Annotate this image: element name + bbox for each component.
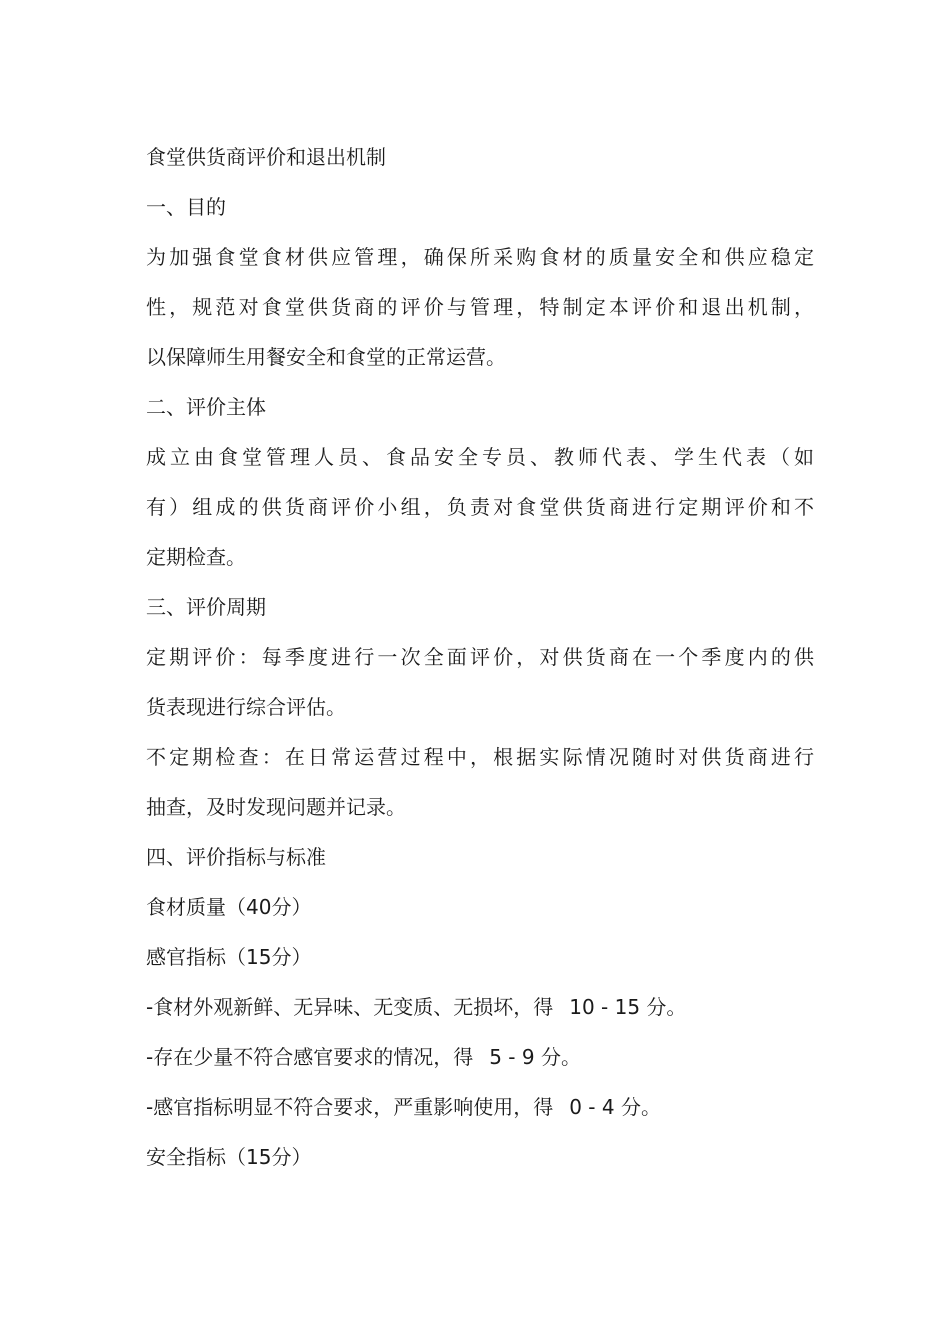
paragraph bbox=[146, 232, 814, 382]
paragraph-line: 货表现进行综合评估。 bbox=[146, 695, 346, 719]
subheading: 安全指标（15分） bbox=[146, 1145, 312, 1169]
paragraph-line: 不定期检查：在日常运营过程中，根据实际情况随时对供货商进行 bbox=[146, 745, 814, 769]
subheading: 感官指标（15分） bbox=[146, 945, 312, 969]
paragraph-line: 有）组成的供货商评价小组，负责对食堂供货商进行定期评价和不 bbox=[146, 495, 814, 519]
list-item-text: -存在少量不符合感官要求的情况，得 bbox=[146, 1045, 474, 1069]
list-item bbox=[146, 1082, 814, 1132]
list-item bbox=[146, 982, 814, 1032]
list-item-text: -食材外观新鲜、无异味、无变质、无损坏，得 bbox=[146, 995, 554, 1019]
paragraph bbox=[146, 732, 814, 832]
document-body bbox=[146, 132, 814, 1182]
paragraph-line: 定期检查。 bbox=[146, 545, 246, 569]
section-heading: 一、目的 bbox=[146, 195, 226, 219]
subheading: 食材质量（40分） bbox=[146, 895, 312, 919]
paragraph bbox=[146, 432, 814, 582]
list-item bbox=[146, 1032, 814, 1082]
list-item-score: 0 - 4 分。 bbox=[569, 1095, 661, 1119]
list-item-text: -感官指标明显不符合要求，严重影响使用，得 bbox=[146, 1095, 554, 1119]
list-item-score: 10 - 15 分。 bbox=[569, 995, 687, 1019]
paragraph-line: 定期评价：每季度进行一次全面评价，对供货商在一个季度内的供 bbox=[146, 645, 814, 669]
paragraph-line: 抽查，及时发现问题并记录。 bbox=[146, 795, 406, 819]
paragraph-line: 性，规范对食堂供货商的评价与管理，特制定本评价和退出机制， bbox=[146, 295, 814, 319]
list-item-score: 5 - 9 分。 bbox=[489, 1045, 581, 1069]
paragraph-line: 成立由食堂管理人员、食品安全专员、教师代表、学生代表（如 bbox=[146, 445, 814, 469]
document-title: 食堂供货商评价和退出机制 bbox=[146, 145, 386, 169]
paragraph bbox=[146, 632, 814, 732]
section-heading: 四、评价指标与标准 bbox=[146, 845, 326, 869]
section-heading: 三、评价周期 bbox=[146, 595, 266, 619]
paragraph-line: 以保障师生用餐安全和食堂的正常运营。 bbox=[146, 345, 506, 369]
paragraph-line: 为加强食堂食材供应管理，确保所采购食材的质量安全和供应稳定 bbox=[146, 245, 814, 269]
section-heading: 二、评价主体 bbox=[146, 395, 266, 419]
